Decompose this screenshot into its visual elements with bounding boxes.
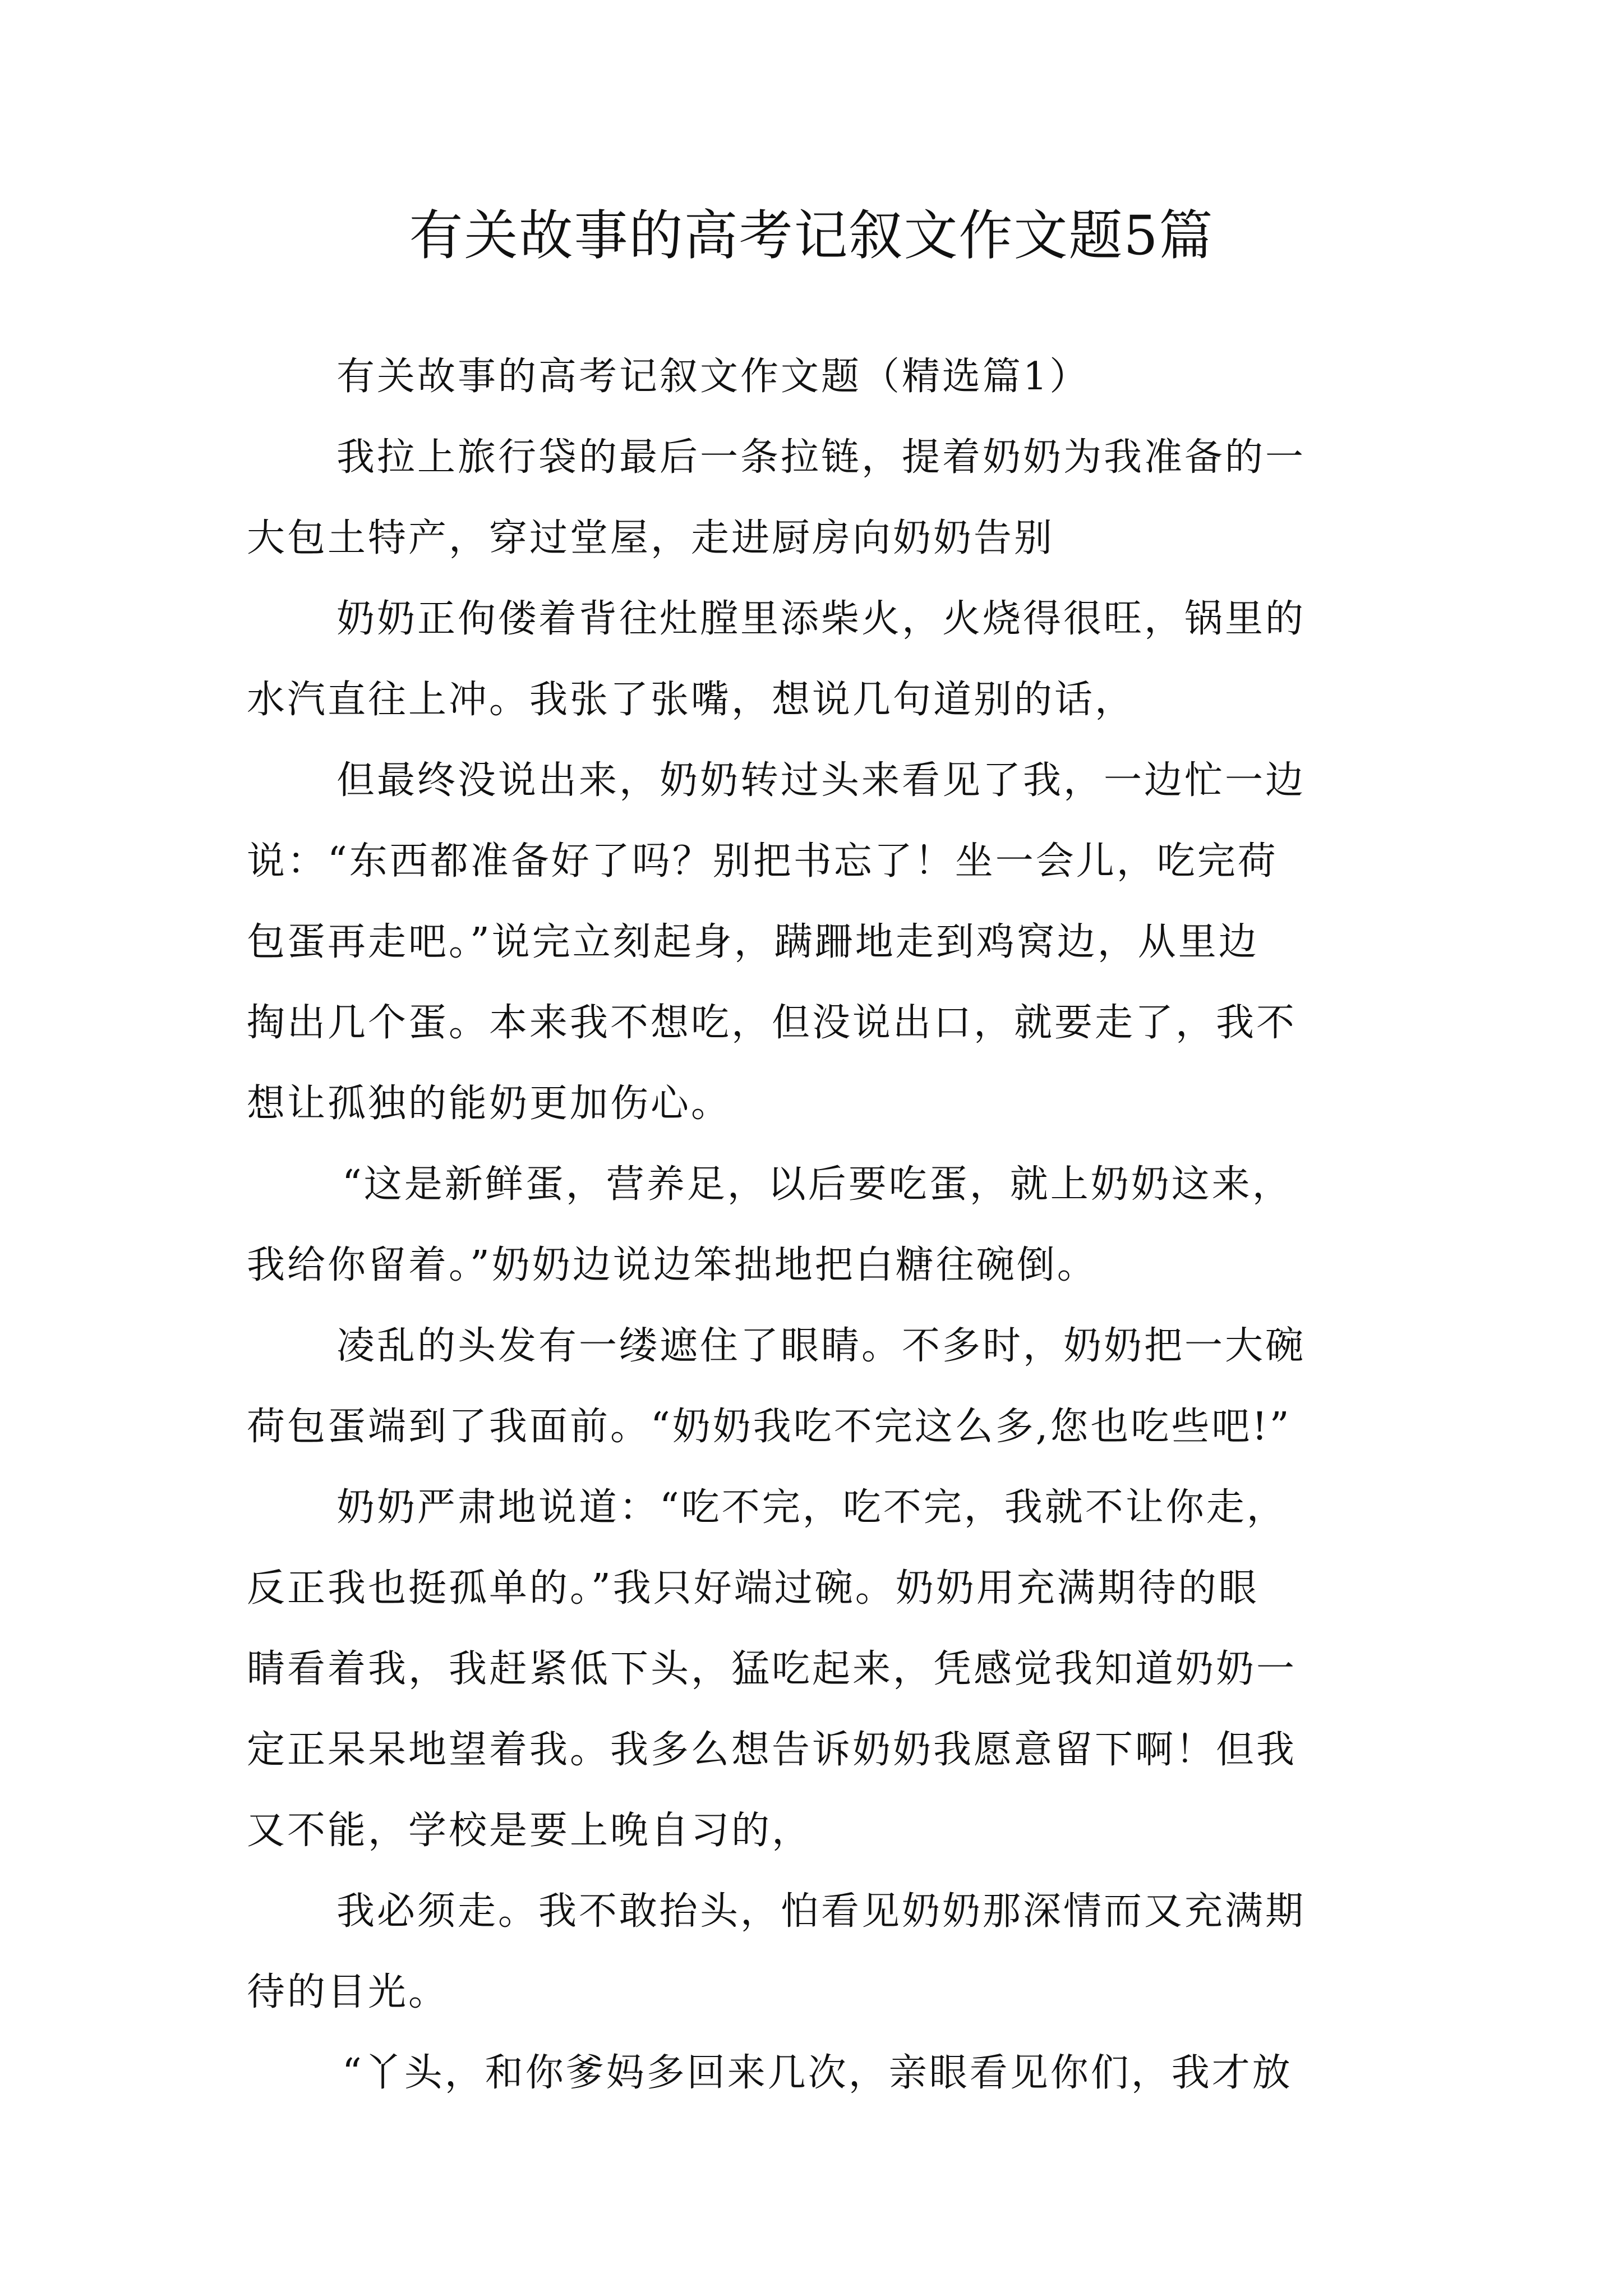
- text-line: 又不能，学校是要上晚自习的，: [247, 1809, 813, 1853]
- text-line: 荷包蛋端到了我面前。“奶奶我吃不完这么多,您也吃些吧!”: [247, 1405, 1292, 1449]
- text-line: “丫头，和你爹妈多回来几次，亲眼看见你们，我才放: [342, 2051, 1293, 2095]
- text-line: 奶奶严肃地说道：“吃不完，吃不完，我就不让你走，: [336, 1485, 1287, 1530]
- text-line: 我必须走。我不敢抬头，怕看见奶奶那深情而又充满期: [336, 1889, 1306, 1934]
- text-line: 说：“东西都准备好了吗？别把书忘了！坐一会儿，吃完荷: [247, 839, 1278, 884]
- document-body: [247, 337, 1402, 2114]
- text-line: 奶奶正佝偻着背往灶膛里添柴火，火烧得很旺，锅里的: [336, 597, 1306, 641]
- text-line: 掏出几个蛋。本来我不想吃，但没说出口，就要走了，我不: [247, 1001, 1297, 1045]
- text-line: 睛看着我，我赶紧低下头，猛吃起来，凭感觉我知道奶奶一: [247, 1647, 1297, 1691]
- text-line: 反正我也挺孤单的。”我只好端过碗。奶奶用充满期待的眼: [247, 1566, 1259, 1611]
- text-line: 定正呆呆地望着我。我多么想告诉奶奶我愿意留下啊！但我: [247, 1728, 1297, 1772]
- text-line: “这是新鲜蛋，营养足，以后要吃蛋，就上奶奶这来，: [342, 1162, 1293, 1207]
- text-line: 我给你留着。”奶奶边说边笨拙地把白糖往碗倒。: [247, 1243, 1098, 1287]
- text-line: 大包土特产，穿过堂屋，走进厨房向奶奶告别: [247, 516, 1055, 560]
- text-line: 想让孤独的能奶更加伤心。: [247, 1082, 732, 1126]
- text-line: 水汽直往上冲。我张了张嘴，想说几句道别的话，: [247, 678, 1136, 722]
- text-line: 有关故事的高考记叙文作文题（精选篇1）: [336, 355, 1090, 399]
- document-title: 有关故事的高考记叙文作文题5篇: [409, 204, 1214, 267]
- text-line: 但最终没说出来，奶奶转过头来看见了我，一边忙一边: [336, 758, 1306, 803]
- text-line: 包蛋再走吧。”说完立刻起身，蹒跚地走到鸡窝边，从里边: [247, 920, 1259, 964]
- text-line: 我拉上旅行袋的最后一条拉链，提着奶奶为我准备的一: [336, 435, 1306, 480]
- text-line: 待的目光。: [247, 1970, 449, 2014]
- text-line: 凌乱的头发有一缕遮住了眼睛。不多时，奶奶把一大碗: [336, 1324, 1306, 1368]
